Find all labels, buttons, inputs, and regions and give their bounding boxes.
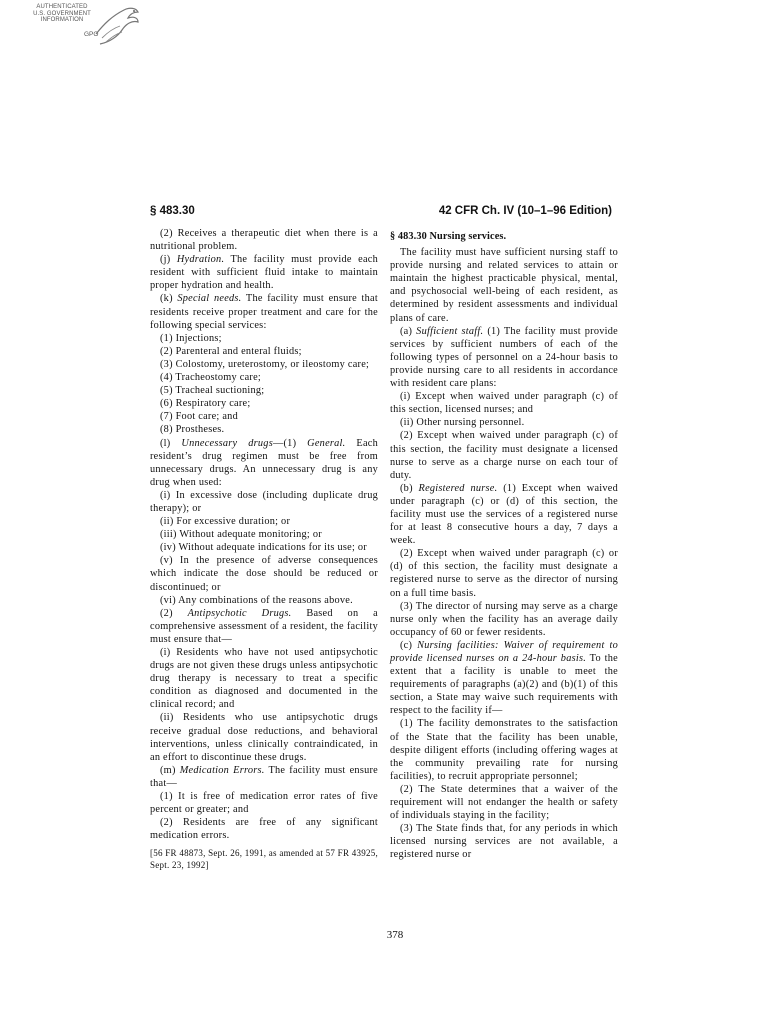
paragraph-text: (ii) Residents who use antipsychotic drugs receive gradual dose reductions, and behavioral interventions, unless clinically contraindicated, in an effort to discontinue these drugs. bbox=[150, 712, 378, 763]
paragraph-text: (i) Residents who have not used antipsychotic drugs are not given these drugs unless antipsychotic drug therapy is necessary to treat a specific condition as diagnosed and documented in the clinical record; and bbox=[150, 647, 378, 711]
paragraph-text: (3) The director of nursing may serve as a charge nurse only when the facility has an average daily occupancy of 60 or fewer residents. bbox=[390, 600, 618, 638]
paragraph-text: (2) Parenteral and enteral fluids; bbox=[160, 345, 302, 357]
paragraph bbox=[150, 227, 378, 253]
italic-heading: Special needs. bbox=[177, 293, 242, 305]
paragraph bbox=[390, 429, 618, 481]
paragraph-text: (a) bbox=[400, 325, 417, 337]
eagle-icon bbox=[90, 4, 142, 48]
paragraph-text: (1) It is free of medication error rates of five percent or greater; and bbox=[150, 791, 378, 816]
paragraph-text: (j) bbox=[160, 254, 177, 266]
paragraph bbox=[150, 437, 378, 489]
section-heading: § 483.30 Nursing services. bbox=[390, 231, 507, 242]
paragraph-text: (iii) Without adequate monitoring; or bbox=[160, 529, 322, 541]
paragraph-text: (v) In the presence of adverse consequences which indicate the dose should be reduced or discontinued; or bbox=[150, 555, 378, 593]
paragraph bbox=[150, 711, 378, 763]
paragraph bbox=[150, 384, 378, 397]
paragraph bbox=[150, 646, 378, 711]
paragraph-text: (2) Except when waived under paragraph (c) of this section, the facility must designate a licensed nurse to serve as a charge nurse on each tour of duty. bbox=[390, 430, 618, 481]
paragraph-text: The facility must ensure that— bbox=[150, 764, 378, 789]
gpo-authentication-seal bbox=[26, 4, 144, 48]
seal-line: AUTHENTICATED bbox=[36, 4, 88, 10]
seal-text bbox=[26, 4, 98, 24]
paragraph-text: (i) In excessive dose (including duplicate drug therapy); or bbox=[150, 489, 378, 514]
paragraph-text: (2) The State determines that a waiver of the requirement will not endanger the health or safety of individuals staying in the facility; bbox=[390, 783, 618, 822]
paragraph-text: (c) bbox=[400, 639, 418, 651]
paragraph bbox=[150, 345, 378, 358]
paragraph bbox=[150, 253, 378, 292]
paragraph bbox=[390, 325, 618, 390]
paragraph bbox=[150, 423, 378, 436]
paragraph-text: The facility must ensure that residents receive proper treatment and care for the following special services: bbox=[150, 293, 378, 331]
seal-line: U.S. GOVERNMENT bbox=[33, 10, 91, 17]
paragraph bbox=[390, 639, 618, 718]
paragraph bbox=[150, 358, 378, 371]
paragraph bbox=[390, 390, 618, 416]
paragraph-text: (vi) Any combinations of the reasons above. bbox=[160, 594, 353, 606]
paragraph-text: (i) Except when waived under paragraph (c) of this section, licensed nurses; and bbox=[390, 391, 618, 416]
paragraph bbox=[150, 397, 378, 410]
paragraph bbox=[150, 515, 378, 528]
paragraph-text: Each resident’s drug regimen must be free from unnecessary drugs. An unnecessary drug is any drug when used: bbox=[150, 437, 378, 488]
paragraph-text: The facility must provide each resident with sufficient fluid intake to maintain proper hydration and health. bbox=[150, 254, 378, 292]
paragraph-text: (1) Injections; bbox=[160, 332, 222, 344]
paragraph bbox=[150, 410, 378, 423]
paragraph bbox=[390, 783, 618, 822]
paragraph bbox=[150, 816, 378, 842]
paragraph-text: (8) Prostheses. bbox=[160, 424, 225, 436]
paragraph bbox=[150, 371, 378, 384]
italic-heading: General. bbox=[307, 437, 346, 449]
paragraph-text: To the extent that a facility is unable to meet the requirements of paragraphs (a)(2) and (b)(1) of this section, a State may waive such requirements with respect to the facility if— bbox=[390, 653, 619, 717]
paragraph-text: (3) Colostomy, ureterostomy, or ileostomy care; bbox=[160, 358, 370, 370]
paragraph bbox=[150, 489, 378, 515]
section-number: § 483.30 bbox=[150, 205, 195, 217]
paragraph bbox=[390, 600, 618, 639]
paragraph bbox=[150, 292, 378, 331]
paragraph bbox=[150, 541, 378, 554]
paragraph-text: (5) Tracheal suctioning; bbox=[160, 385, 265, 397]
paragraph bbox=[150, 790, 378, 816]
paragraph-text: (b) bbox=[400, 482, 419, 494]
paragraph bbox=[150, 554, 378, 593]
page-number: 378 bbox=[386, 929, 404, 941]
publication-title: 42 CFR Ch. IV (10–1–96 Edition) bbox=[438, 205, 612, 217]
seal-line: INFORMATION bbox=[40, 17, 84, 24]
paragraph-text: Based on a comprehensive assessment of a resident, the facility must ensure that— bbox=[150, 607, 378, 645]
citation: [56 FR 48873, Sept. 26, 1991, as amended at 57 FR 43925, Sept. 23, 1992] bbox=[150, 848, 378, 870]
paragraph-text: (1) The facility demonstrates to the satisfaction of the State that the facility has been unable, despite diligent efforts (including offering wages at the community prevailing rate for nursing facilities), to recruit appropriate personnel; bbox=[390, 718, 618, 782]
right-column bbox=[390, 227, 618, 862]
paragraph bbox=[390, 482, 618, 547]
paragraph bbox=[390, 717, 618, 782]
right-paragraphs bbox=[390, 246, 618, 861]
paragraph bbox=[150, 607, 378, 646]
seal-gpo-label: GPO bbox=[84, 31, 99, 38]
paragraph-text: (2) bbox=[160, 607, 188, 619]
paragraph-text: (l) bbox=[160, 437, 182, 449]
italic-heading: Nursing facilities: Waiver of requirement to provide licensed nurses on a 24-hour basis. bbox=[390, 639, 618, 664]
paragraph-text: (k) bbox=[160, 293, 178, 305]
paragraph bbox=[150, 332, 378, 345]
italic-heading: Medication Errors. bbox=[179, 764, 265, 776]
paragraph-text: (2) Except when waived under paragraph (c) or (d) of this section, the facility must designate a registered nurse to serve as the director of nursing on a full time basis. bbox=[390, 548, 618, 599]
paragraph bbox=[390, 246, 618, 325]
paragraph bbox=[390, 822, 618, 861]
paragraph bbox=[150, 528, 378, 541]
paragraph-text: (1) Except when waived under paragraph (c) or (d) of this section, the facility must use the services of a registered nurse for at least 8 consecutive hours a day, 7 days a week. bbox=[390, 482, 618, 547]
paragraph bbox=[150, 764, 378, 790]
paragraph-text: (iv) Without adequate indications for its use; or bbox=[160, 542, 367, 554]
paragraph-text: (ii) For excessive duration; or bbox=[160, 516, 291, 528]
left-column bbox=[150, 227, 378, 871]
paragraph bbox=[150, 594, 378, 607]
italic-heading: Registered nurse. bbox=[418, 482, 498, 494]
paragraph-text: (4) Tracheostomy care; bbox=[160, 372, 262, 384]
paragraph-text: (7) Foot care; and bbox=[160, 411, 238, 423]
paragraph-text: (3) The State finds that, for any periods in which licensed nursing services are not available, a registered nurse or bbox=[390, 823, 618, 861]
paragraph-text: (1) The facility must provide services by sufficient numbers of each of the following types of personnel on a 24-hour basis to provide nursing care to all residents in accordance with resident care plans: bbox=[390, 325, 618, 390]
paragraph-text: (m) bbox=[160, 764, 180, 776]
paragraph-text: The facility must have sufficient nursing staff to provide nursing and related services to attain or maintain the highest practicable physical, mental, and psychosocial well-being of each resident, as determined by resident assessments and individual plans of care. bbox=[390, 247, 618, 324]
paragraph bbox=[390, 416, 618, 429]
italic-heading: Antipsychotic Drugs. bbox=[187, 607, 292, 619]
paragraph bbox=[390, 547, 618, 599]
paragraph-text: (6) Respiratory care; bbox=[160, 398, 251, 410]
running-head bbox=[150, 205, 612, 221]
paragraph-text: (2) Receives a therapeutic diet when there is a nutritional problem. bbox=[150, 228, 378, 253]
paragraph-text: —(1) bbox=[272, 437, 308, 449]
italic-heading: Sufficient staff. bbox=[416, 325, 484, 337]
paragraph-text: (ii) Other nursing personnel. bbox=[400, 417, 525, 429]
paragraph-text: (2) Residents are free of any significant medication errors. bbox=[150, 817, 378, 842]
italic-heading: Hydration. bbox=[176, 254, 225, 266]
italic-heading: Unnecessary drugs bbox=[181, 437, 273, 449]
